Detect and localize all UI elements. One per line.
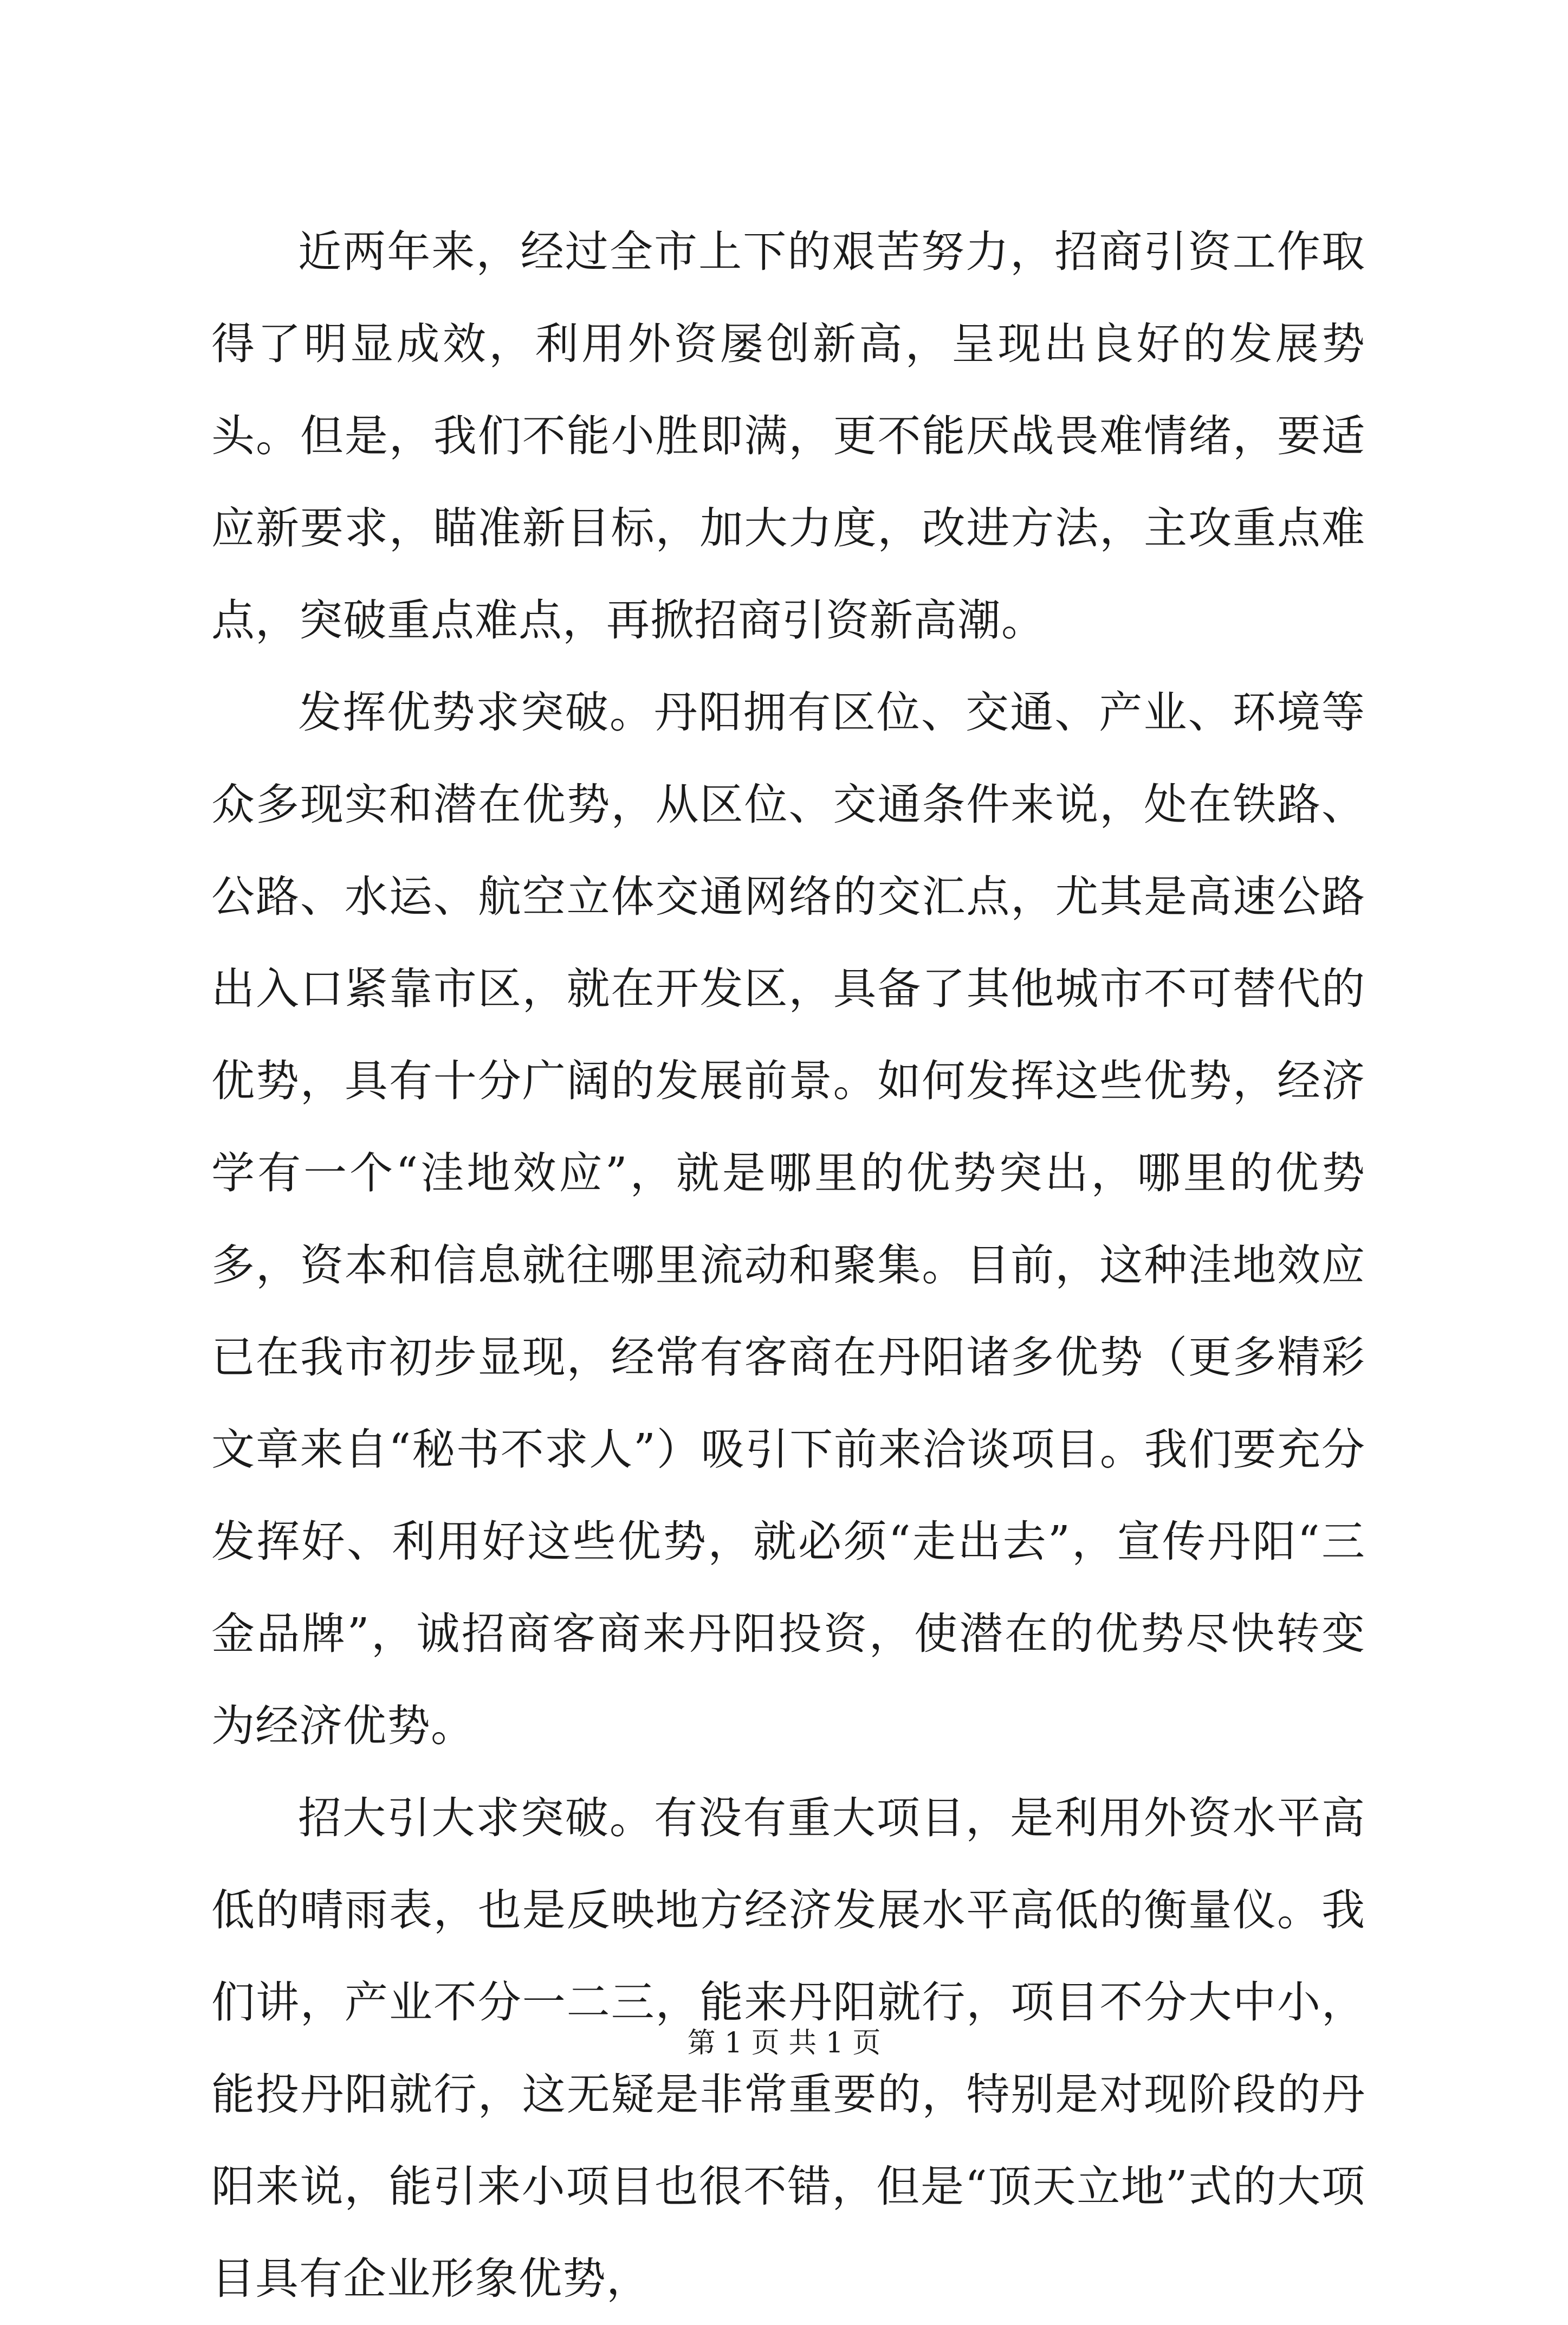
paragraph-advantages: 发挥优势求突破。丹阳拥有区位、交通、产业、环境等众多现实和潜在优势，从区位、交通条件来说，处在铁路、公路、水运、航空立体交通网络的交汇点，尤其是高速公路出入口紧靠市区，就在开发区，具备了其他城市不可替代的优势，具有十分广阔的发展前景。如何发挥这些优势，经济学有一个“洼地效应”，就是哪里的优势突出，哪里的优势多，资本和信息就往哪里流动和聚集。目前，这种洼地效应已在我市初步显现，经常有客商在丹阳诸多优势（更多精彩文章来自“秘书不求人”）吸引下前来洽谈项目。我们要充分发挥好、利用好这些优势，就必须“走出去”，宣传丹阳“三金品牌”，诚招商客商来丹阳投资，使潜在的优势尽快转变为经济优势。 xyxy=(211,687,1365,1751)
paragraph-major-projects: 招大引大求突破。有没有重大项目，是利用外资水平高低的晴雨表，也是反映地方经济发展水平高低的衡量仪。我们讲，产业不分一二三，能来丹阳就行，项目不分大中小，能投丹阳就行，这无疑是非常重要的，特别是对现阶段的丹阳来说，能引来小项目也很不错，但是“顶天立地”式的大项目具有企业形象优势， xyxy=(211,1793,1365,2304)
document-body xyxy=(211,206,1365,2325)
paragraph-intro: 近两年来，经过全市上下的艰苦努力，招商引资工作取得了明显成效，利用外资屡创新高，呈现出良好的发展势头。但是，我们不能小胜即满，更不能厌战畏难情绪，要适应新要求，瞄准新目标，加大力度，改进方法，主攻重点难点，突破重点难点，再掀招商引资新高潮。 xyxy=(211,227,1365,645)
page-footer: 第 1 页 共 1 页 xyxy=(687,2027,881,2059)
